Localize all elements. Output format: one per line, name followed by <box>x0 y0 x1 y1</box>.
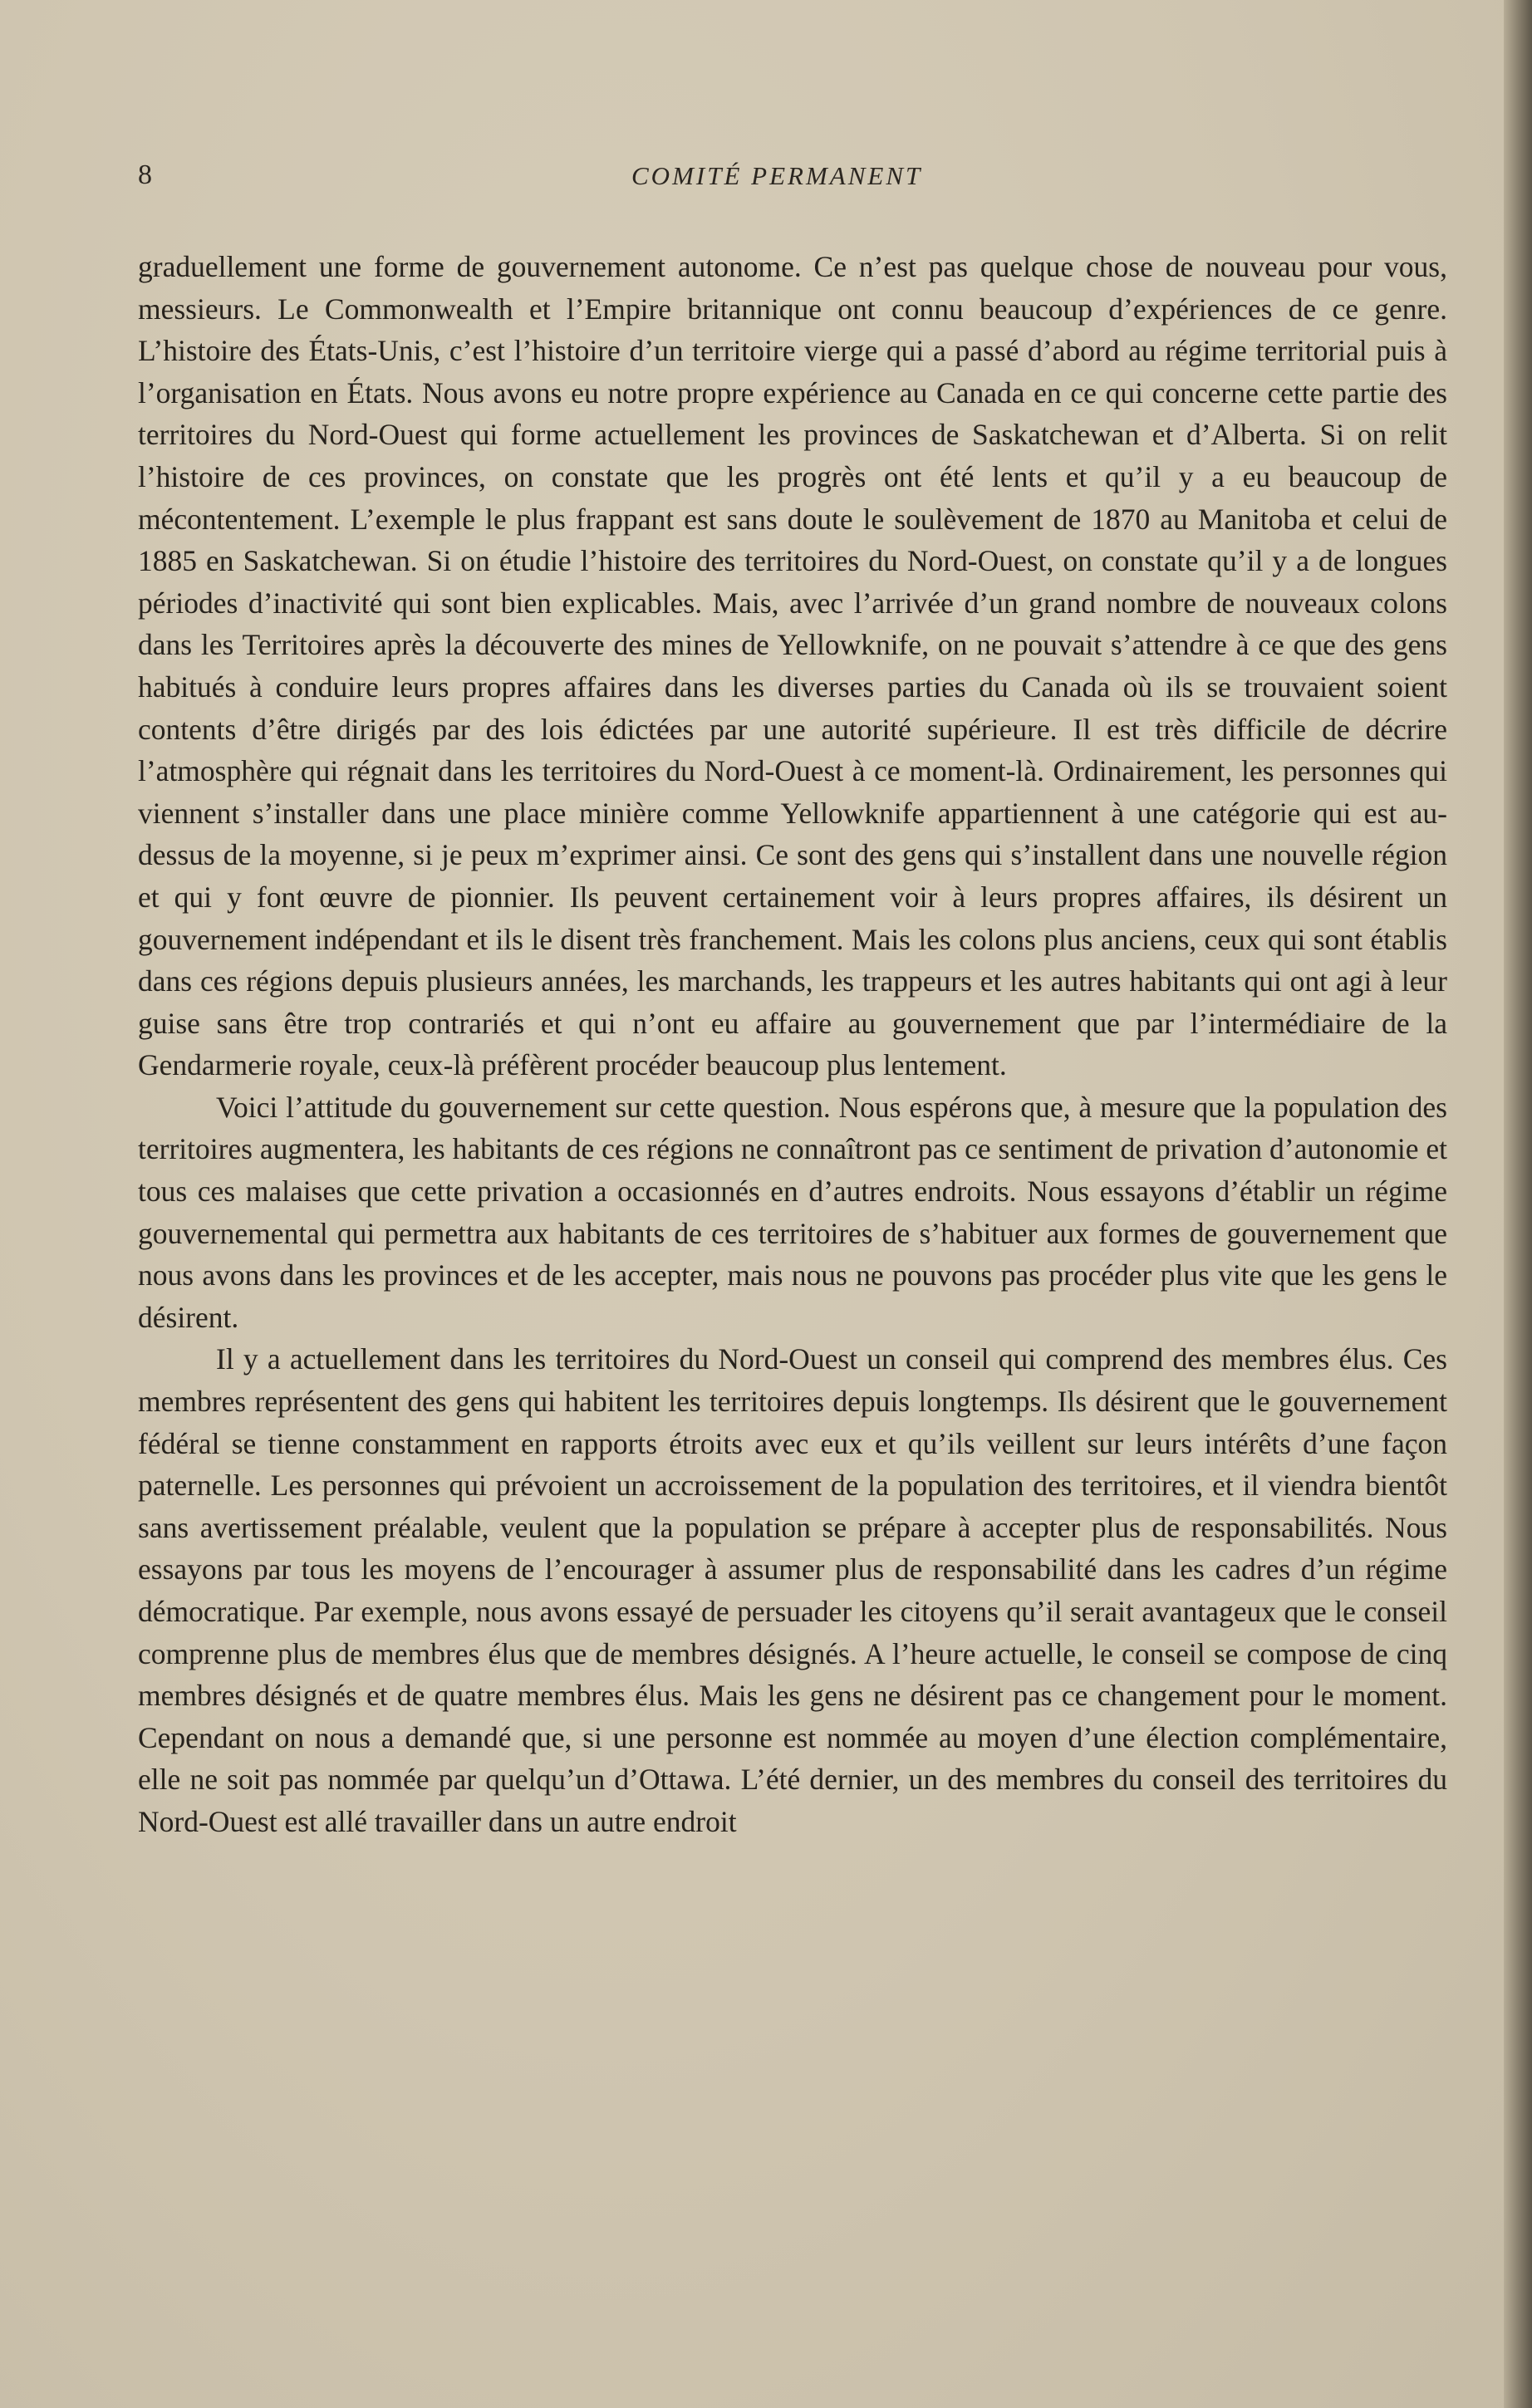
paragraph-2: Voici l’attitude du gouvernement sur cette question. Nous espérons que, à mesure que la population des territoires augmentera, les habitants de ces régions ne connaîtront pas ce sentiment de privation d’autonomie et tous ces malaises que cette privation a occasionnés en d’autres endroits. Nous essayons d’établir un régime gouvernemental qui permettra aux habitants de ces territoires de s’habituer aux formes de gouvernement que nous avons dans les provinces et de les accepter, mais nous ne pouvons pas procéder plus vite que les gens le désirent. <box>138 1090 1447 1334</box>
body-text <box>138 246 1447 1843</box>
paragraph-3: Il y a actuellement dans les territoires du Nord-Ouest un conseil qui comprend des membres élus. Ces membres représentent des gens qui habitent les territoires depuis longtemps. Ils désirent que le gouvernement fédéral se tienne constamment en rapports étroits avec eux et qu’ils veillent sur leurs intérêts d’une façon paternelle. Les personnes qui prévoient un accroissement de la population des territoires, et il viendra bientôt sans avertissement préalable, veulent que la population se prépare à accepter plus de responsabilités. Nous essayons par tous les moyens de l’encourager à assumer plus de responsabilité dans les cadres d’un régime démocratique. Par exemple, nous avons essayé de persuader les citoyens qu’il serait avantageux que le conseil comprenne plus de membres élus que de membres désignés. A l’heure actuelle, le conseil se compose de cinq membres désignés et de quatre membres élus. Mais les gens ne désirent pas ce changement pour le moment. Cependant on nous a demandé que, si une personne est nommée au moyen d’une élection complémentaire, elle ne soit pas nommée par quelqu’un d’Ottawa. L’été dernier, un des membres du conseil des territoires du Nord-Ouest est allé travailler dans un autre endroit <box>138 1342 1447 1838</box>
page-number: 8 <box>138 159 152 190</box>
running-title: COMITÉ PERMANENT <box>631 161 923 190</box>
page-header <box>138 159 1451 201</box>
paragraph-1: graduellement une forme de gouvernement autonome. Ce n’est pas quelque chose de nouveau pour vous, messieurs. Le Commonwealth et l’Empire britannique ont connu beaucoup d’expériences de ce genre. L’histoire des États-Unis, c’est l’histoire d’un territoire vierge qui a passé d’abord au régime territorial puis à l’organisation en États. Nous avons eu notre propre expérience au Canada en ce qui concerne cette partie des territoires du Nord-Ouest qui forme actuellement les provinces de Saskatchewan et d’Alberta. Si on relit l’histoire de ces provinces, on constate que les progrès ont été lents et qu’il y a eu beaucoup de mécontentement. L’exemple le plus frappant est sans doute le soulèvement de 1870 au Manitoba et celui de 1885 en Saskatchewan. Si on étudie l’histoire des territoires du Nord-Ouest, on constate qu’il y a de longues périodes d’inactivité qui sont bien explicables. Mais, avec l’arrivée d’un grand nombre de nouveaux colons dans les Territoires après la découverte des mines de Yellowknife, on ne pouvait s’attendre à ce que des gens habitués à conduire leurs propres affaires dans les diverses parties du Canada où ils se trouvaient soient contents d’être dirigés par des lois édictées par une autorité supérieure. Il est très difficile de décrire l’atmosphère qui régnait dans les territoires du Nord-Ouest à ce moment-là. Ordinairement, les personnes qui viennent s’installer dans une place minière comme Yellowknife appartiennent à une catégorie qui est au-dessus de la moyenne, si je peux m’exprimer ainsi. Ce sont des gens qui s’installent dans une nouvelle région et qui y font œuvre de pionnier. Ils peuvent certainement voir à leurs propres affaires, ils désirent un gouvernement indépendant et ils le disent très franchement. Mais les colons plus anciens, ceux qui sont établis dans ces régions depuis plusieurs années, les marchands, les trappeurs et les autres habitants qui ont agi à leur guise sans être trop contrariés et qui n’ont eu affaire au gouvernement que par l’intermédiaire de la Gendarmerie royale, ceux-là préfèrent procéder beaucoup plus lentement. <box>138 250 1447 1082</box>
book-spine-edge <box>1504 0 1532 2408</box>
